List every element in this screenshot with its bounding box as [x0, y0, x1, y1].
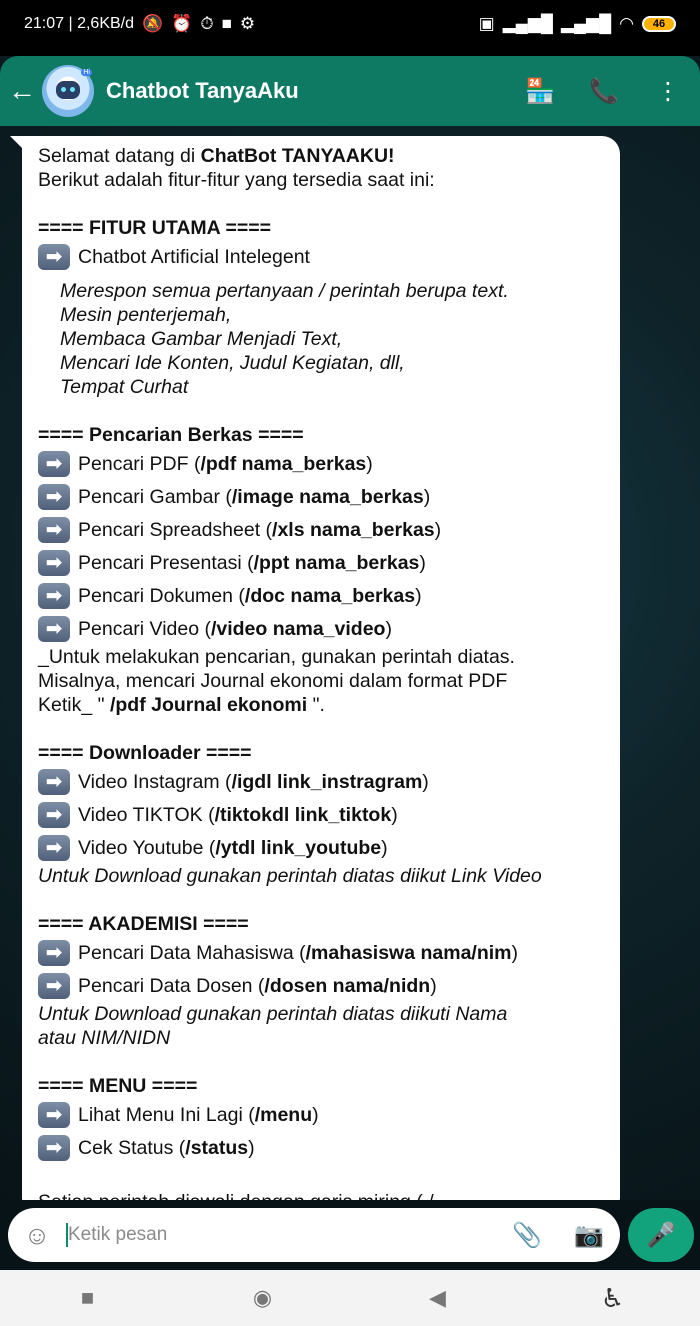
search-item	[38, 447, 606, 480]
search-note: Misalnya, mencari Journal ekonomi dalam format PDF	[38, 670, 508, 692]
system-nav-bar	[0, 1270, 700, 1326]
arrow-right-icon: ➡	[38, 484, 70, 510]
alarm-icon: ⏰	[171, 14, 193, 33]
signal-icon: ▂▄▆█	[502, 14, 553, 33]
item-command: /dosen nama/nidn	[264, 974, 431, 997]
section-header-search: ==== Pencarian Berkas ====	[38, 424, 304, 446]
avatar-badge: Hi	[83, 69, 90, 76]
search-item	[38, 579, 606, 612]
item-command: /tiktokdl link_tiktok	[214, 803, 392, 826]
arrow-right-icon: ➡	[38, 1102, 70, 1128]
arrow-right-icon: ➡	[38, 616, 70, 642]
search-item	[38, 612, 606, 645]
item-command: /video nama_video	[210, 617, 386, 640]
academic-item	[38, 969, 606, 1002]
section-header-downloader: ==== Downloader ====	[38, 742, 252, 764]
item-end: )	[381, 836, 388, 859]
feature-item	[38, 240, 606, 273]
signal-icon: ▂▄▆█	[560, 14, 612, 33]
search-note	[38, 693, 606, 717]
microphone-icon[interactable]: 🎤	[628, 1208, 694, 1262]
intro-line-2: Berikut adalah fitur-fitur yang tersedia saat ini:	[38, 169, 435, 191]
item-command: /xls nama_berkas	[272, 518, 435, 541]
white-square-icon: ■	[221, 14, 232, 33]
section-header-academic: ==== AKADEMISI ====	[38, 913, 249, 935]
item-command: /mahasiswa nama/nim	[305, 941, 512, 964]
intro-line-1	[38, 144, 606, 168]
intro-bold: ChatBot TANYAAKU!	[200, 145, 395, 167]
robot-face-icon	[56, 81, 80, 99]
item-command: /pdf nama_berkas	[200, 452, 367, 475]
back-triangle-icon[interactable]: ◀	[429, 1285, 446, 1310]
chat-area[interactable]	[0, 126, 700, 1200]
item-label: Pencari Data Mahasiswa (	[78, 941, 306, 964]
item-end: )	[415, 584, 422, 607]
arrow-right-icon: ➡	[38, 802, 70, 828]
academic-note: atau NIM/NIDN	[38, 1027, 171, 1049]
avatar[interactable]	[42, 65, 94, 117]
note-bold: /pdf Journal ekonomi	[109, 694, 308, 716]
item-label: Cek Status (	[78, 1136, 186, 1159]
store-icon[interactable]: 🏪	[525, 77, 555, 105]
note-suffix: ".	[307, 694, 325, 716]
menu-item	[38, 1131, 606, 1164]
item-end: )	[312, 1103, 319, 1126]
item-command: /ytdl link_youtube	[215, 836, 382, 859]
item-end: )	[430, 974, 437, 997]
arrow-right-icon: ➡	[38, 835, 70, 861]
feature-detail: Mencari Ide Konten, Judul Kegiatan, dll,	[60, 352, 405, 374]
search-item	[38, 546, 606, 579]
arrow-right-icon: ➡	[38, 244, 70, 270]
status-time: 21:07 | 2,6KB/d	[24, 15, 135, 32]
arrow-right-icon: ➡	[38, 769, 70, 795]
input-bar	[0, 1200, 700, 1270]
downloader-note: Untuk Download gunakan perintah diatas diikut Link Video	[38, 865, 542, 887]
battery-level: 46	[652, 18, 666, 30]
item-command: /menu	[254, 1103, 313, 1126]
feature-detail: Merespon semua pertanyaan / perintah berupa text.	[60, 280, 509, 302]
arrow-right-icon: ➡	[38, 583, 70, 609]
settings-gear-icon: ⚙	[239, 14, 256, 33]
wifi-icon: ◠	[619, 14, 634, 33]
more-vertical-icon[interactable]: ⋮	[656, 77, 680, 105]
item-label: Pencari Gambar (	[78, 485, 232, 508]
item-command: /status	[185, 1136, 249, 1159]
alarm-icon: ⏱	[200, 14, 214, 33]
arrow-right-icon: ➡	[38, 940, 70, 966]
message-input-box[interactable]	[8, 1208, 620, 1262]
item-label: Pencari PDF (	[78, 452, 201, 475]
item-label: Pencari Dokumen (	[78, 584, 245, 607]
item-end: )	[511, 941, 519, 964]
item-end: )	[385, 617, 392, 640]
emoji-icon[interactable]: ☺	[23, 1219, 51, 1250]
camera-icon[interactable]: 📷	[574, 1221, 604, 1249]
item-label: Pencari Data Dosen (	[78, 974, 265, 997]
academic-item	[38, 936, 606, 969]
item-end: )	[419, 551, 426, 574]
section-header-main: ==== FITUR UTAMA ====	[38, 217, 271, 239]
status-bar	[0, 0, 700, 56]
item-command: /igdl link_instragram	[231, 770, 423, 793]
item-end: )	[422, 770, 429, 793]
item-command: /image nama_berkas	[231, 485, 424, 508]
arrow-right-icon: ➡	[38, 451, 70, 477]
intro-prefix: Selamat datang di	[38, 145, 201, 167]
item-label: Video Youtube (	[78, 836, 216, 859]
item-label: Pencari Video (	[78, 617, 211, 640]
add-call-icon[interactable]: 📞	[589, 77, 619, 105]
item-end: )	[434, 518, 442, 541]
item-end: )	[391, 803, 398, 826]
item-end: )	[423, 485, 431, 508]
message-input[interactable]	[68, 1224, 496, 1246]
arrow-right-icon: ➡	[38, 517, 70, 543]
item-command: /ppt nama_berkas	[253, 551, 420, 574]
recents-square-icon[interactable]: ■	[80, 1285, 95, 1310]
arrow-right-icon: ➡	[38, 1135, 70, 1161]
search-item	[38, 480, 606, 513]
downloader-item	[38, 798, 606, 831]
menu-item	[38, 1098, 606, 1131]
back-arrow-icon[interactable]: ←	[8, 75, 36, 106]
item-label: Lihat Menu Ini Lagi (	[78, 1103, 255, 1126]
chat-header	[0, 56, 700, 126]
home-circle-icon[interactable]: ◉	[252, 1285, 273, 1310]
item-command: /doc nama_berkas	[244, 584, 416, 607]
item-label: Video Instagram (	[78, 770, 232, 793]
item-label: Video TIKTOK (	[78, 803, 215, 826]
search-item	[38, 513, 606, 546]
section-header-menu: ==== MENU ====	[38, 1075, 198, 1097]
chat-title[interactable]: Chatbot TanyaAku	[106, 78, 299, 103]
item-label: Pencari Spreadsheet (	[78, 518, 273, 541]
message-bubble[interactable]	[22, 136, 620, 1216]
item-end: )	[366, 452, 373, 475]
feature-detail: Membaca Gambar Menjadi Text,	[60, 328, 343, 350]
mute-icon: 🔕	[142, 14, 164, 33]
feature-detail: Tempat Curhat	[60, 376, 189, 398]
search-note: _Untuk melakukan pencarian, gunakan perintah diatas.	[38, 646, 515, 668]
arrow-right-icon: ➡	[38, 973, 70, 999]
battery-icon	[642, 16, 676, 32]
accessibility-icon[interactable]: ♿	[600, 1282, 625, 1313]
note-prefix: Ketik_ "	[38, 694, 110, 716]
downloader-item	[38, 765, 606, 798]
attach-icon[interactable]: 📎	[512, 1221, 542, 1249]
feature-label: Chatbot Artificial Intelegent	[78, 245, 310, 268]
arrow-right-icon: ➡	[38, 550, 70, 576]
academic-note: Untuk Download gunakan perintah diatas diikuti Nama	[38, 1003, 508, 1025]
downloader-item	[38, 831, 606, 864]
item-label: Pencari Presentasi (	[78, 551, 254, 574]
feature-detail: Mesin penterjemah,	[60, 304, 232, 326]
item-end: )	[248, 1136, 255, 1159]
volte-icon: ▣	[478, 14, 495, 33]
